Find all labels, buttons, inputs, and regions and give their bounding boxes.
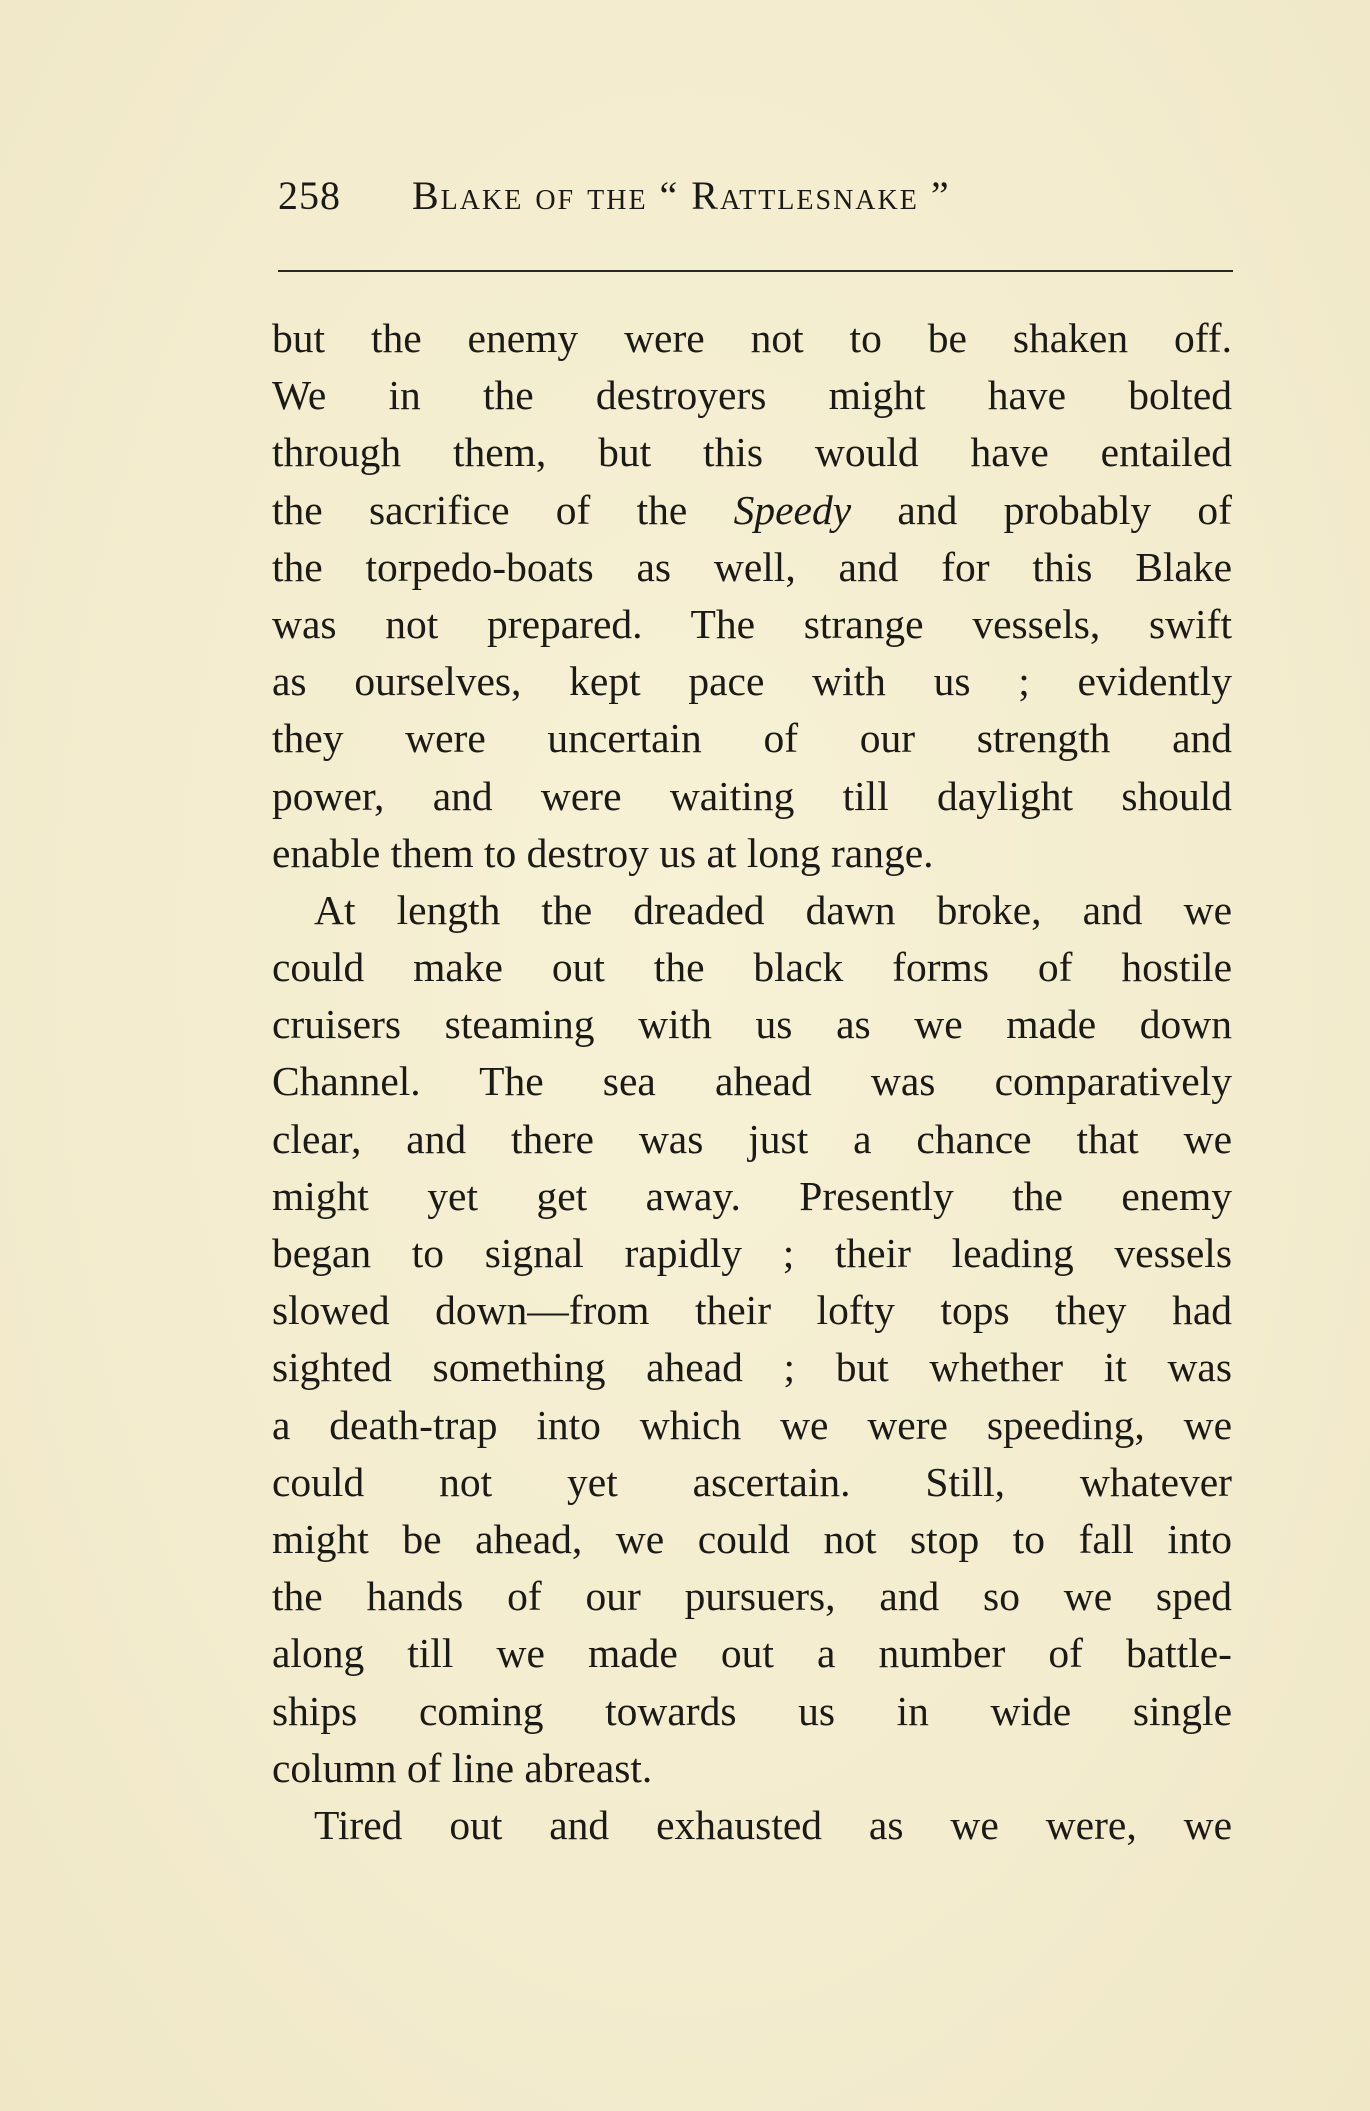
- page-header: [278, 166, 1233, 226]
- page-number: 258: [278, 173, 341, 218]
- text-line: Tired out and exhausted as we were, we: [314, 1801, 1232, 1848]
- text-line: At length the dreaded dawn broke, and we: [314, 886, 1232, 933]
- text-line: could not yet ascertain. Still, whatever: [272, 1458, 1232, 1505]
- text-line: was not prepared. The strange vessels, swift: [272, 600, 1232, 647]
- text-line: might be ahead, we could not stop to fall into: [272, 1515, 1232, 1562]
- text-line: the torpedo-boats as well, and for this Blake: [272, 543, 1232, 590]
- text-line: through them, but this would have entailed: [272, 429, 1232, 476]
- text-line: began to signal rapidly ; their leading vessels: [272, 1230, 1232, 1276]
- text-line: might yet get away. Presently the enemy: [272, 1172, 1232, 1219]
- text-line: a death-trap into which we were speeding, we: [272, 1401, 1232, 1448]
- text-line: enable them to destroy us at long range.: [272, 829, 934, 876]
- text-line: slowed down—from their lofty tops they had: [272, 1287, 1232, 1334]
- body-text: [272, 310, 1232, 1854]
- text-line: the hands of our pursuers, and so we sped: [272, 1573, 1232, 1620]
- text-fragment: the sacrifice of the: [272, 486, 688, 533]
- text-line: they were uncertain of our strength and: [272, 715, 1232, 762]
- text-line: could make out the black forms of hostile: [272, 944, 1232, 991]
- text-line: [272, 482, 1232, 539]
- text-line: We in the destroyers might have bolted: [272, 372, 1232, 419]
- text-line: column of line abreast.: [272, 1744, 653, 1791]
- text-line: power, and were waiting till daylight should: [272, 772, 1232, 819]
- running-title: Blake of the “ Rattlesnake ”: [412, 173, 951, 218]
- header-rule: [278, 270, 1233, 272]
- ship-name-speedy: Speedy: [733, 486, 852, 533]
- text-line: but the enemy were not to be shaken off.: [272, 315, 1232, 361]
- text-line: ships coming towards us in wide single: [272, 1687, 1232, 1734]
- text-line: sighted something ahead ; but whether it was: [272, 1344, 1232, 1391]
- text-line: along till we made out a number of battle-: [272, 1630, 1232, 1677]
- text-line: Channel. The sea ahead was comparatively: [272, 1058, 1232, 1105]
- text-fragment: and probably of: [897, 486, 1232, 533]
- text-line: cruisers steaming with us as we made down: [272, 1001, 1232, 1048]
- text-line: as ourselves, kept pace with us ; evidently: [272, 658, 1232, 705]
- text-line: clear, and there was just a chance that we: [272, 1115, 1232, 1162]
